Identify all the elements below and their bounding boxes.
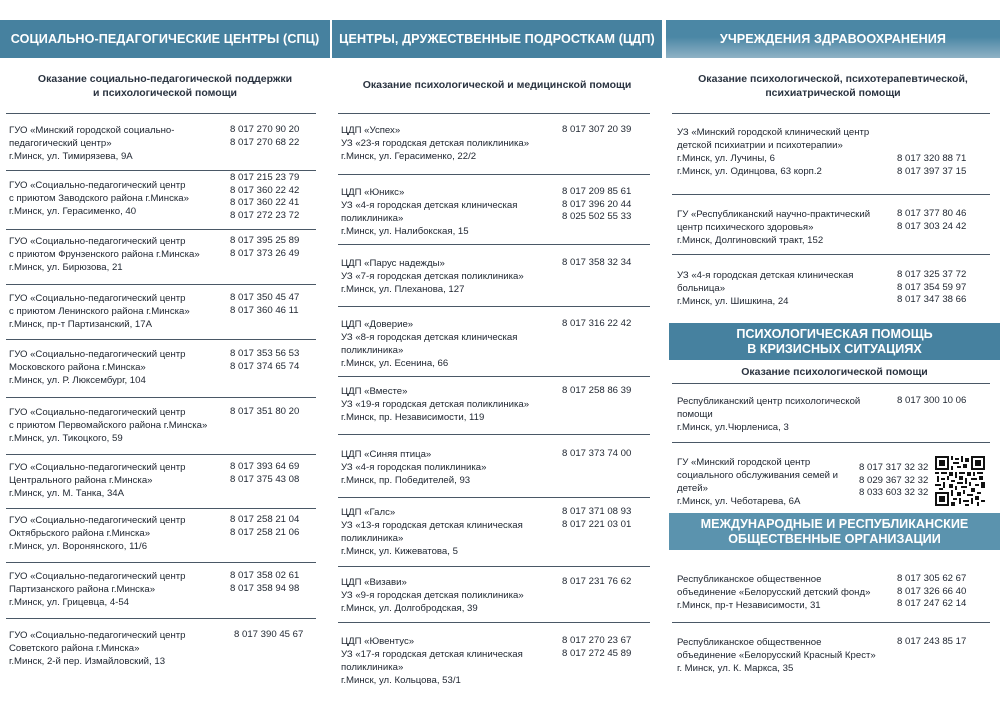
divider [6, 508, 316, 509]
entry-name: ГУО «Социально-педагогический центр с приютом Ленинского района г.Минска» г.Минск, пр-т Партизанский, 17А [9, 293, 190, 330]
entry-phones: 8 017 270 90 20 8 017 270 68 22 [230, 124, 300, 148]
entry-name: ГУО «Социально-педагогический центр Советского района г.Минска» г.Минск, 2-й пер. Измайловский, 13 [9, 630, 186, 667]
entry-name: ГУ «Республиканский научно-практический центр психического здоровья» г.Минск, Долгиновский тракт, 152 [677, 209, 871, 246]
crisis-header: ПСИХОЛОГИЧЕСКАЯ ПОМОЩЬ В КРИЗИСНЫХ СИТУАЦИЯХ [669, 323, 1000, 360]
entry-phones: 8 017 320 88 71 8 017 397 37 15 [897, 153, 967, 177]
entry-name: ЦДП «Парус надежды» УЗ «7-я городская детская поликлиника» г.Минск, ул. Плеханова, 127 [341, 258, 524, 295]
entry-name: ГУО «Социально-педагогический центр Партизанского района г.Минска» г.Минск, ул. Грицевца, 4-54 [9, 571, 186, 608]
entry-phones: 8 017 377 80 46 8 017 303 24 42 [897, 208, 967, 232]
entry-phones: 8 017 317 32 32 8 029 367 32 32 8 033 603 32 32 [859, 462, 929, 499]
entry-phones: 8 017 231 76 62 [562, 576, 632, 587]
divider [672, 194, 990, 195]
entry-phones: 8 017 270 23 67 8 017 272 45 89 [562, 635, 632, 659]
divider [338, 113, 650, 114]
entry-name: УЗ «4-я городская детская клиническая больница» г.Минск, ул. Шишкина, 24 [677, 270, 854, 307]
entry-name: УЗ «Минский городской клинический центр детской психиатрии и психотерапии» г.Минск, ул. Лучины, 6 г.Минск, ул. Одинцова, 63 корп.2 [677, 127, 870, 177]
entry-phones: 8 017 353 56 53 8 017 374 65 74 [230, 348, 300, 372]
entry-name: ГУО «Минский городской социально- педагогический центр» г.Минск, ул. Тимирязева, 9А [9, 125, 175, 162]
entry-phones: 8 017 215 23 79 8 017 360 22 42 8 017 360 22 41 8 017 272 23 72 [230, 172, 300, 221]
column-spc [0, 0, 330, 99]
divider [338, 174, 650, 175]
column-health [666, 0, 1000, 99]
spc-header: СОЦИАЛЬНО-ПЕДАГОГИЧЕСКИЕ ЦЕНТРЫ (СПЦ) [0, 20, 330, 58]
entry-phones: 8 017 316 22 42 [562, 318, 632, 329]
entry-name: ГУО «Социально-педагогический центр с приютом Фрунзенского района г.Минска» г.Минск, ул. Бирюзова, 21 [9, 236, 200, 273]
entry-phones: 8 017 300 10 06 [897, 395, 967, 406]
divider [338, 497, 650, 498]
health-subtitle: Оказание психологической, психотерапевтической, психиатрической помощи [698, 73, 968, 99]
divider [6, 454, 316, 455]
entry-name: ГУ «Минский городской центр социального обслуживания семей и детей» г.Минск, ул. Чеботарева, 6А [677, 457, 839, 507]
entry-name: ГУО «Социально-педагогический центр Московского района г.Минска» г.Минск, ул. Р. Люксембург, 104 [9, 349, 186, 386]
divider [6, 397, 316, 398]
entry-name: ЦДП «Успех» УЗ «23-я городская детская поликлиника» г.Минск, ул. Герасименко, 22/2 [341, 125, 530, 162]
crisis-subtitle: Оказание психологической помощи [741, 366, 928, 378]
entry-phones: 8 017 395 25 89 8 017 373 26 49 [230, 235, 300, 259]
orgs-header: МЕЖДУНАРОДНЫЕ И РЕСПУБЛИКАНСКИЕ ОБЩЕСТВЕННЫЕ ОРГАНИЗАЦИИ [669, 513, 1000, 550]
entry-name: ЦДП «Ювентус» УЗ «17-я городская детская клиническая поликлиника» г.Минск, ул. Кольцова, 53/1 [341, 636, 523, 686]
entry-phones: 8 017 351 80 20 [230, 406, 300, 417]
entry-phones: 8 017 350 45 47 8 017 360 46 11 [230, 292, 300, 316]
qr-code-icon [935, 456, 985, 506]
entry-name: ГУО «Социально-педагогический центр с приютом Первомайского района г.Минска» г.Минск, ул. Тикоцкого, 59 [9, 407, 208, 444]
divider [672, 622, 990, 623]
divider [6, 562, 316, 563]
entry-phones: 8 017 371 08 93 8 017 221 03 01 [562, 506, 632, 530]
entry-name: Республиканский центр психологической помощи г.Минск, ул.Чюрлениса, 3 [677, 396, 861, 433]
entry-name: ГУО «Социально-педагогический центр Центрального района г.Минска» г.Минск, ул. М. Танка, 34А [9, 462, 186, 499]
divider [672, 254, 990, 255]
divider [338, 434, 650, 435]
divider [6, 339, 316, 340]
divider [6, 284, 316, 285]
divider [6, 618, 316, 619]
divider [6, 170, 316, 171]
entry-phones: 8 017 258 21 04 8 017 258 21 06 [230, 514, 300, 538]
entry-phones: 8 017 209 85 61 8 017 396 20 44 8 025 502 55 33 [562, 186, 632, 223]
entry-phones: 8 017 390 45 67 [234, 629, 304, 640]
divider [672, 442, 990, 443]
entry-phones: 8 017 373 74 00 [562, 448, 632, 459]
spc-subtitle: Оказание социально-педагогической поддержки и психологической помощи [37, 73, 293, 99]
entry-phones: 8 017 258 86 39 [562, 385, 632, 396]
divider [672, 383, 990, 384]
entry-name: Республиканское общественное объединение «Белорусский детский фонд» г.Минск, пр-т Независимости, 31 [677, 574, 871, 611]
cdp-header: ЦЕНТРЫ, ДРУЖЕСТВЕННЫЕ ПОДРОСТКАМ (ЦДП) [332, 20, 662, 58]
divider [338, 244, 650, 245]
entry-name: ЦДП «Юникс» УЗ «4-я городская детская клиническая поликлиника» г.Минск, ул. Налибокская, 15 [341, 187, 518, 237]
entry-phones: 8 017 393 64 69 8 017 375 43 08 [230, 461, 300, 485]
entry-phones: 8 017 358 02 61 8 017 358 94 98 [230, 570, 300, 594]
entry-phones: 8 017 325 37 72 8 017 354 59 97 8 017 347 38 66 [897, 269, 967, 306]
entry-name: ГУО «Социально-педагогический центр Октябрьского района г.Минска» г.Минск, ул. Воронянского, 11/6 [9, 515, 186, 552]
column-cdp [332, 0, 662, 91]
divider [338, 622, 650, 623]
entry-name: ГУО «Социально-педагогический центр с приютом Заводского района г.Минска» г.Минск, ул. Герасименко, 40 [9, 180, 189, 217]
entry-name: ЦДП «Вместе» УЗ «19-я городская детская поликлиника» г.Минск, пр. Независимости, 119 [341, 386, 530, 423]
entry-name: ЦДП «Галс» УЗ «13-я городская детская клиническая поликлиника» г.Минск, ул. Кижеватова, 5 [341, 507, 523, 557]
entry-name: ЦДП «Визави» УЗ «9-я городская детская поликлиника» г.Минск, ул. Долгобродская, 39 [341, 577, 524, 614]
entry-name: Республиканское общественное объединение «Белорусский Красный Крест» г. Минск, ул. К. Маркса, 35 [677, 637, 876, 674]
divider [672, 113, 990, 114]
divider [338, 306, 650, 307]
entry-phones: 8 017 358 32 34 [562, 257, 632, 268]
divider [6, 229, 316, 230]
entry-phones: 8 017 243 85 17 [897, 636, 967, 647]
health-header: УЧРЕЖДЕНИЯ ЗДРАВООХРАНЕНИЯ [666, 20, 1000, 58]
entry-name: ЦДП «Доверие» УЗ «8-я городская детская клиническая поликлиника» г.Минск, ул. Есенина, 66 [341, 319, 518, 369]
divider [338, 376, 650, 377]
entry-phones: 8 017 305 62 67 8 017 326 66 40 8 017 247 62 14 [897, 573, 967, 610]
cdp-subtitle: Оказание психологической и медицинской помощи [362, 79, 632, 91]
divider [6, 113, 316, 114]
entry-name: ЦДП «Синяя птица» УЗ «4-я городская поликлиника» г.Минск, пр. Победителей, 93 [341, 449, 487, 486]
divider [338, 566, 650, 567]
entry-phones: 8 017 307 20 39 [562, 124, 632, 135]
